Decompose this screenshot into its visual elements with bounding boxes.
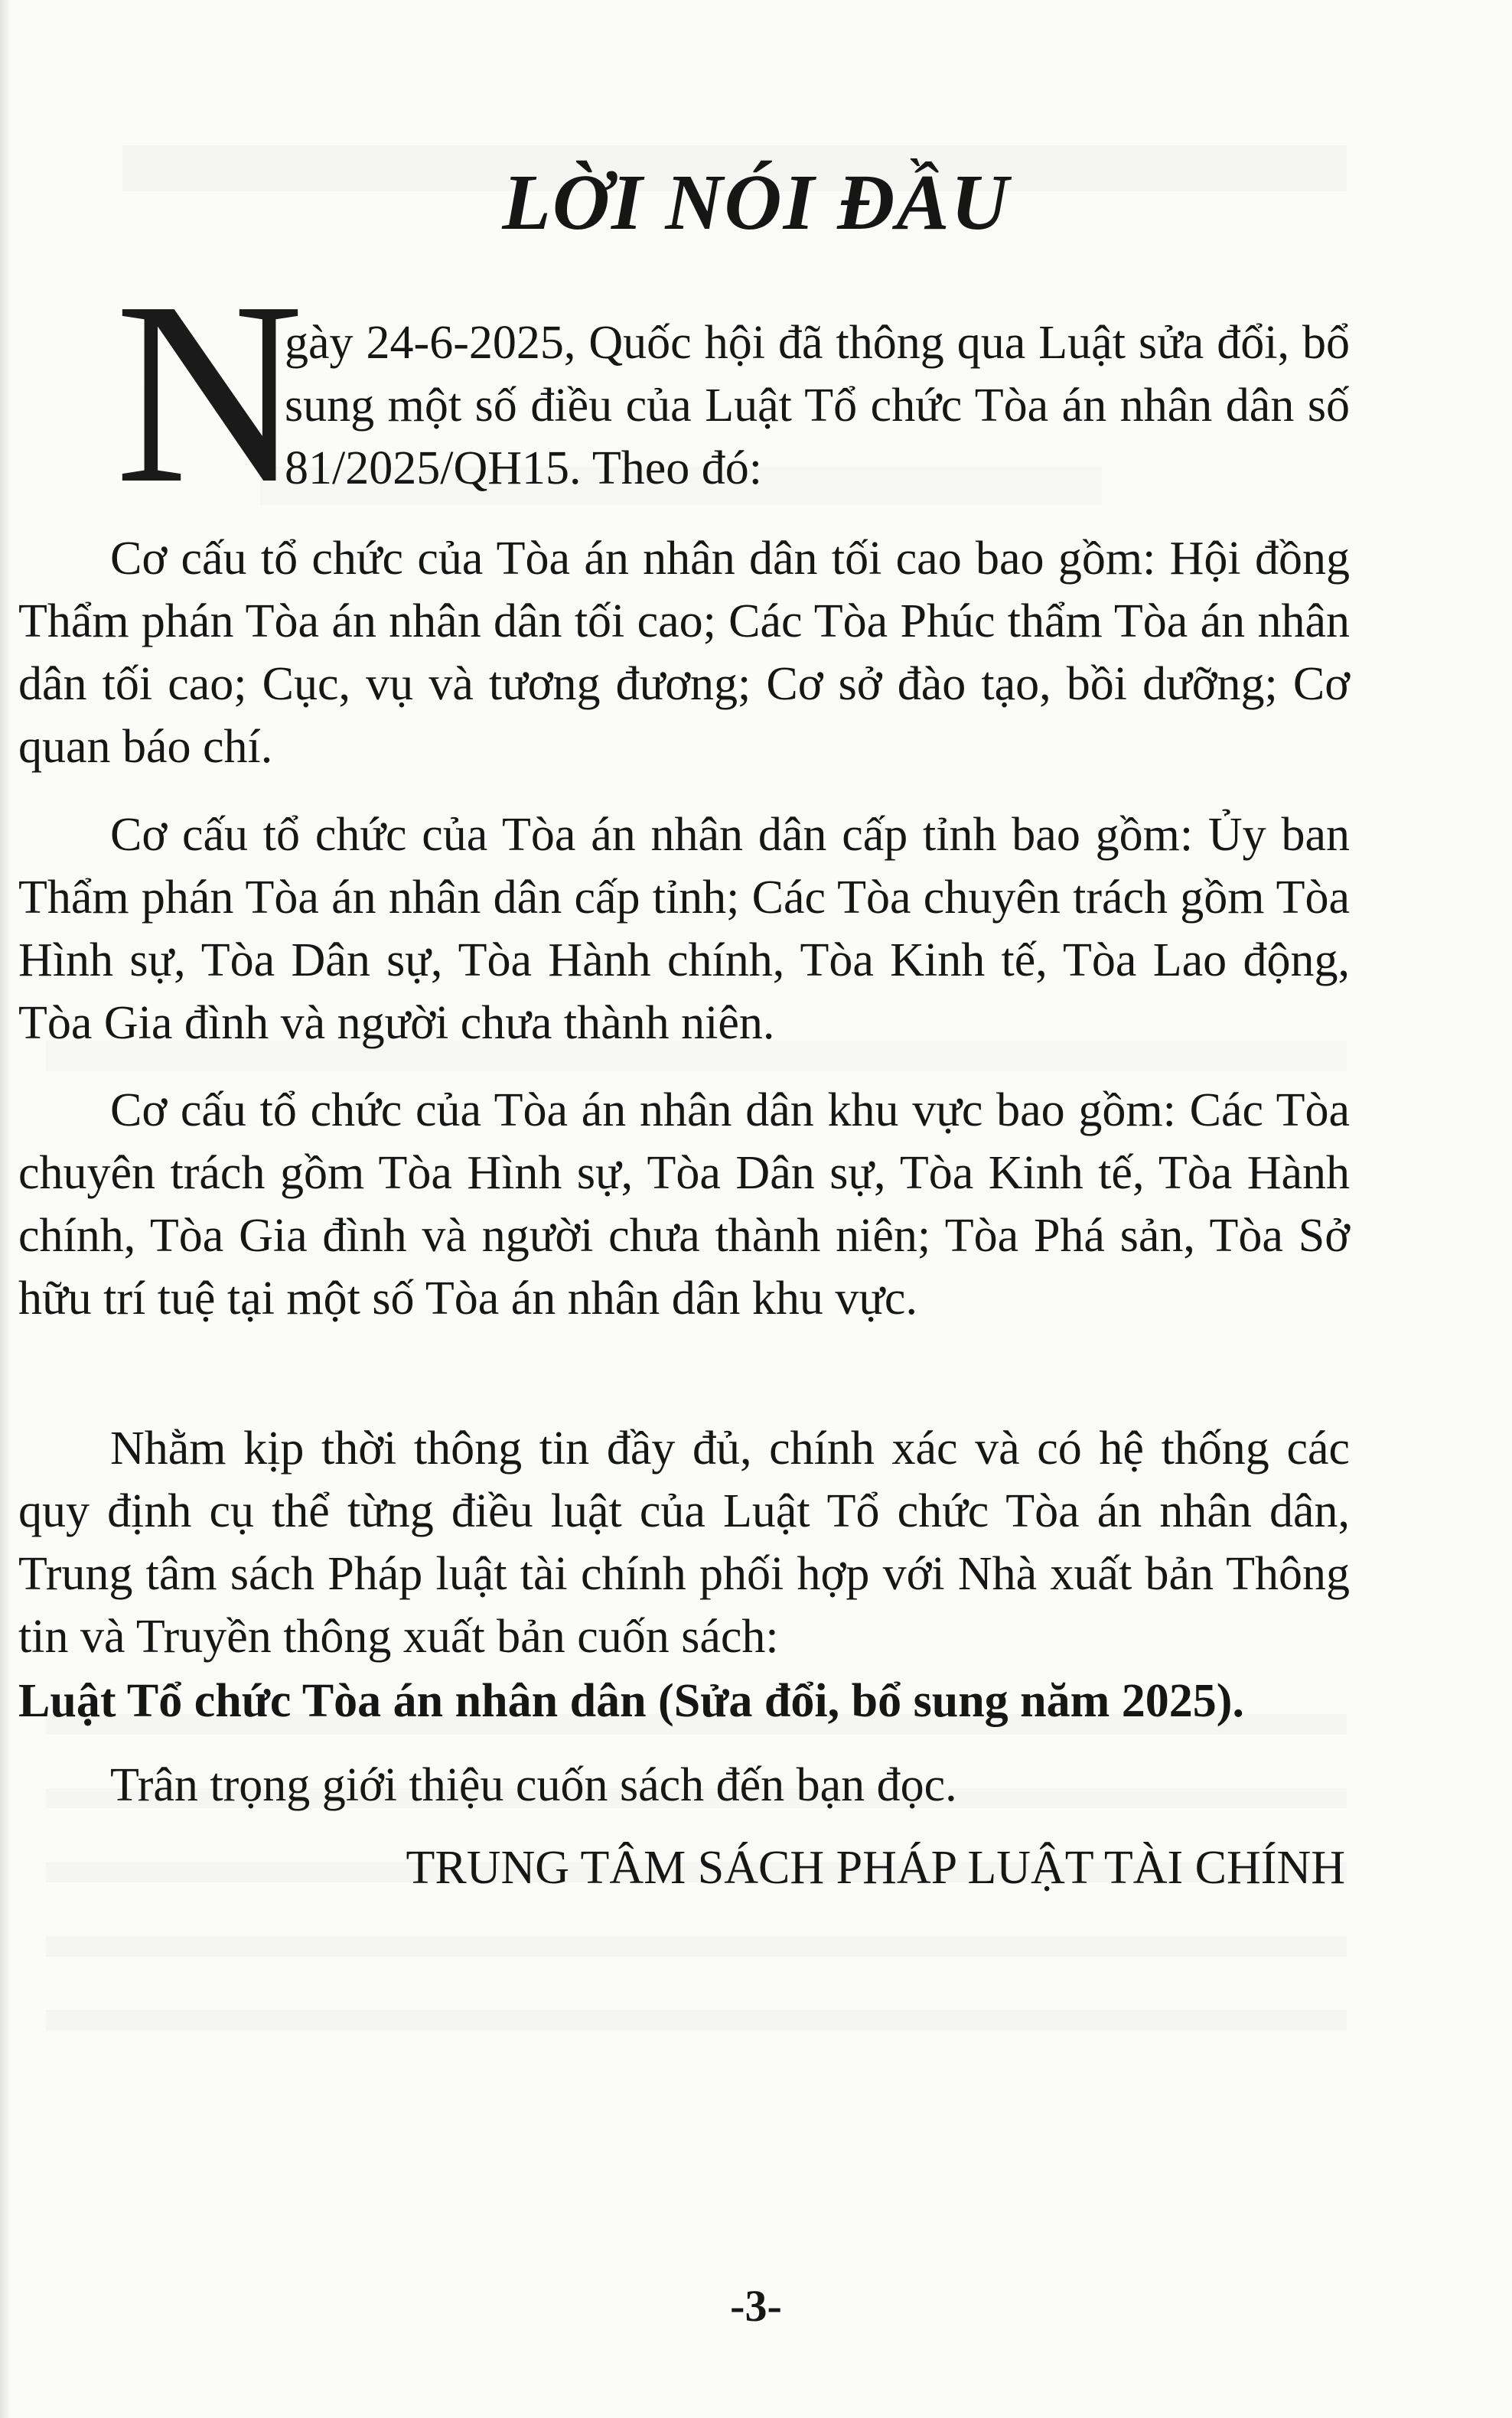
drop-cap-letter: N [115,247,304,537]
page-edge-shadow [0,0,11,2418]
page-title: LỜI NÓI ĐẦU [502,158,1010,246]
paragraph-supreme-court: Cơ cấu tổ chức của Tòa án nhân dân tối cao bao gồm: Hội đồng Thẩm phán Tòa án nhân dân tối cao; Các Tòa Phúc thẩm Tòa án nhân dân tối cao; Cục, vụ và tương đương; Cơ sở đào tạo, bồi dưỡng; Cơ quan báo chí. [18,533,1350,773]
publisher-signature: TRUNG TÂM SÁCH PHÁP LUẬT TÀI CHÍNH [406,1842,1345,1894]
book-title-line: Luật Tổ chức Tòa án nhân dân (Sửa đổi, bổ sung năm 2025). [18,1675,1244,1727]
intro-paragraph: gày 24-6-2025, Quốc hội đã thông qua Luật sửa đổi, bổ sung một số điều của Luật Tổ chức Tòa án nhân dân số 81/2025/QH15. Theo đó: [285,317,1350,494]
closing-line: Trân trọng giới thiệu cuốn sách đến bạn đọc. [110,1759,957,1811]
paragraph-publication: Nhằm kịp thời thông tin đầy đủ, chính xác và có hệ thống các quy định cụ thể từng điều luật của Luật Tổ chức Tòa án nhân dân, Trung tâm sách Pháp luật tài chính phối hợp với Nhà xuất bản Thông tin và Truyền thông xuất bản cuốn sách: [18,1422,1350,1663]
paragraph-provincial-court: Cơ cấu tổ chức của Tòa án nhân dân cấp tỉnh bao gồm: Ủy ban Thẩm phán Tòa án nhân dân cấp tỉnh; Các Tòa chuyên trách gồm Tòa Hình sự, Tòa Dân sự, Tòa Hành chính, Tòa Kinh tế, Tòa Lao động, Tòa Gia đình và người chưa thành niên. [18,809,1350,1049]
paragraph-regional-court: Cơ cấu tổ chức của Tòa án nhân dân khu vực bao gồm: Các Tòa chuyên trách gồm Tòa Hình sự, Tòa Dân sự, Tòa Kinh tế, Tòa Hành chính, Tòa Gia đình và người chưa thành niên; Tòa Phá sản, Tòa Sở hữu trí tuệ tại một số Tòa án nhân dân khu vực. [18,1084,1350,1325]
page-number: -3- [730,2281,782,2331]
